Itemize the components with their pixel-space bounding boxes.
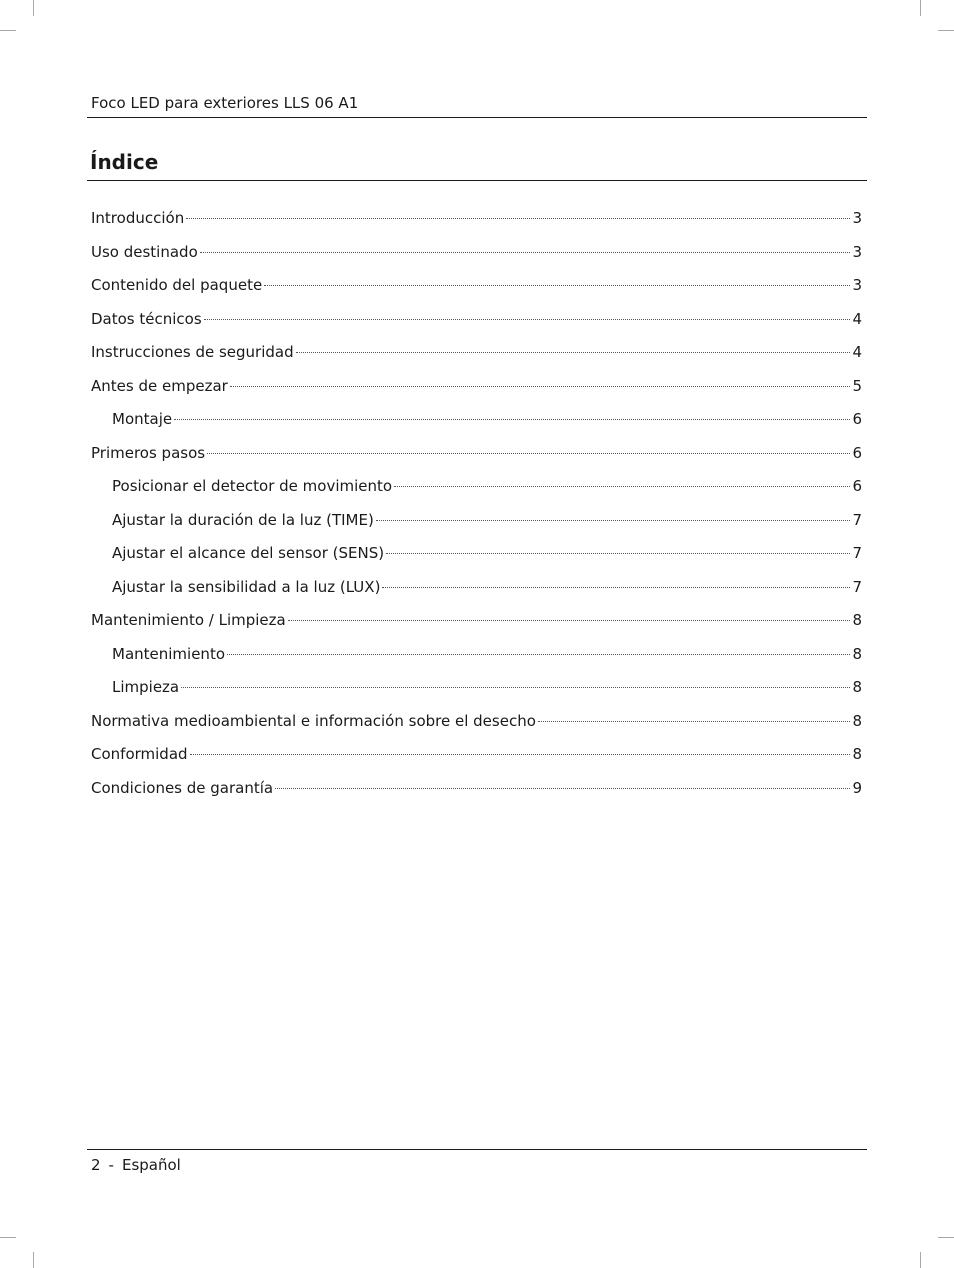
toc-dot-leader [230,386,851,387]
toc-dot-leader [190,754,851,755]
toc-dot-leader [207,453,850,454]
crop-mark-top-right [920,0,921,16]
page-number-line [91,1155,181,1175]
toc-entry-page: 3 [852,242,862,261]
toc-entry[interactable] [91,508,862,542]
toc-dot-leader [386,553,850,554]
toc-entry-label: Contenido del paquete [91,276,263,294]
toc-entry-page: 7 [852,510,862,529]
crop-mark-bottom-left [33,1252,34,1268]
toc-entry[interactable] [91,608,862,642]
toc-entry-label: Datos técnicos [91,309,202,328]
toc-entry[interactable] [91,407,862,441]
page-number: 2 [91,1156,101,1174]
table-of-contents [91,206,862,809]
toc-entry[interactable] [91,776,862,810]
toc-entry-label: Normativa medioambiental e información sobre el desecho [91,711,536,730]
toc-entry-label: Limpieza [112,678,180,696]
toc-entry[interactable] [91,340,862,374]
toc-entry-label: Instrucciones de seguridad [91,343,294,361]
toc-dot-leader [204,319,851,320]
toc-dot-leader [174,419,850,420]
toc-entry-label: Antes de empezar [91,376,228,395]
toc-dot-leader [296,352,851,353]
toc-entry-page: 3 [852,276,862,294]
crop-mark-top-left [33,0,34,16]
footer-separator: - [108,1156,114,1174]
toc-entry-page: 6 [852,477,862,495]
toc-entry-label: Uso destinado [91,242,198,261]
toc-entry-page: 3 [852,209,862,227]
toc-dot-leader [200,252,851,253]
toc-dot-leader [227,654,850,655]
toc-dot-leader [288,620,851,621]
crop-mark-top-left-h [0,30,16,31]
toc-dot-leader [264,285,850,286]
toc-dot-leader [376,520,851,521]
toc-dot-leader [538,721,851,722]
toc-dot-leader [181,687,850,688]
toc-entry-page: 4 [852,343,862,361]
crop-mark-bottom-right-h [938,1237,954,1238]
running-header [87,93,867,118]
toc-entry[interactable] [91,709,862,743]
toc-entry-label: Ajustar la sensibilidad a la luz (LUX) [112,577,381,596]
toc-entry-label: Conformidad [91,745,188,763]
toc-entry-page: 5 [852,376,862,395]
toc-entry[interactable] [91,273,862,307]
toc-entry[interactable] [91,441,862,475]
toc-entry-page: 7 [852,544,862,562]
toc-dot-leader [275,788,850,789]
toc-dot-leader [186,218,850,219]
footer-language: Español [121,1156,181,1174]
toc-entry[interactable] [91,474,862,508]
toc-entry-page: 8 [852,711,862,730]
toc-entry[interactable] [91,675,862,709]
toc-entry-page: 8 [852,611,862,629]
toc-entry-page: 8 [852,745,862,763]
toc-entry-page: 8 [852,678,862,696]
toc-entry-page: 6 [852,410,862,428]
toc-entry-label: Mantenimiento / Limpieza [91,611,286,629]
toc-entry-page: 9 [852,778,862,797]
toc-entry-label: Ajustar el alcance del sensor (SENS) [112,544,385,562]
section-title-block [87,146,867,181]
toc-dot-leader [394,486,850,487]
toc-dot-leader [382,587,850,588]
toc-entry-label: Introducción [91,209,185,227]
toc-entry[interactable] [91,307,862,341]
toc-entry[interactable] [91,240,862,274]
toc-entry[interactable] [91,575,862,609]
toc-entry-label: Mantenimiento [112,644,225,663]
page-title: Índice [90,150,159,174]
toc-entry[interactable] [91,742,862,776]
toc-entry[interactable] [91,642,862,676]
toc-entry-label: Primeros pasos [91,443,206,462]
crop-mark-bottom-right [920,1252,921,1268]
toc-entry[interactable] [91,541,862,575]
toc-entry-label: Montaje [112,410,173,428]
toc-entry-page: 6 [852,443,862,462]
toc-entry-label: Condiciones de garantía [91,778,274,797]
toc-entry-label: Ajustar la duración de la luz (TIME) [112,510,374,529]
toc-entry-page: 4 [852,309,862,328]
crop-mark-top-right-h [938,30,954,31]
toc-entry-page: 8 [852,644,862,663]
toc-entry[interactable] [91,374,862,408]
toc-entry[interactable] [91,206,862,240]
toc-entry-label: Posicionar el detector de movimiento [112,477,393,495]
crop-mark-bottom-left-h [0,1237,16,1238]
toc-entry-page: 7 [852,577,862,596]
page-footer [87,1149,867,1174]
document-title: Foco LED para exteriores LLS 06 A1 [91,94,359,112]
